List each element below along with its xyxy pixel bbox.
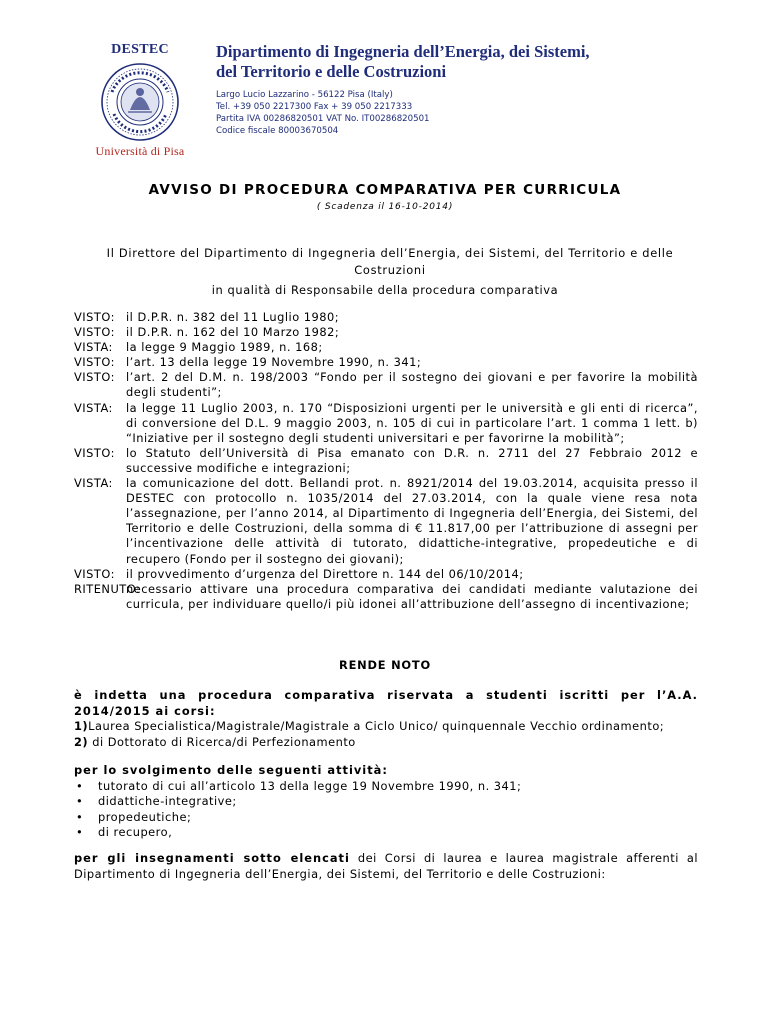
department-title — [216, 42, 736, 82]
procedure-announcement — [74, 688, 698, 750]
course-item-2 — [74, 735, 698, 751]
premise-key: VISTA: — [74, 400, 113, 415]
premise-item — [74, 340, 698, 355]
courses-text: dei Corsi di laurea e laurea magistrale afferenti al Dipartimento di Ingegneria dell’Energia, dei Sistemi, del Territorio e delle Costruzioni: — [74, 851, 698, 881]
activities-list — [74, 779, 698, 841]
vat-number: Partita IVA 00286820501 VAT No. IT00286820501 — [216, 114, 430, 124]
premise-item — [74, 567, 698, 582]
premise-key: VISTO: — [74, 566, 115, 581]
premise-item — [74, 401, 698, 446]
department-title-line1: Dipartimento di Ingegneria dell’Energia, dei Sistemi, — [216, 42, 590, 61]
premise-key: VISTO: — [74, 445, 115, 460]
course-item-1 — [74, 719, 698, 735]
list-item: • tutorato di cui all’articolo 13 della legge 19 Novembre 1990, n. 341; — [74, 779, 698, 795]
university-seal-icon — [100, 62, 180, 142]
courses-paragraph — [74, 851, 698, 882]
premise-text: necessario attivare una procedura comparativa dei candidati mediante valutazione dei curricula, per individuare quello/i più idonei all’attribuzione dell’assegno di incentivazione; — [126, 581, 698, 611]
director-statement — [82, 245, 698, 279]
premise-text: il D.P.R. n. 382 del 11 Luglio 1980; — [126, 310, 340, 324]
quality-statement: in qualità di Responsabile della procedura comparativa — [211, 283, 559, 297]
phone-fax: Tel. +39 050 2217300 Fax + 39 050 2217333 — [216, 102, 413, 112]
list-item: • propedeutiche; — [74, 810, 698, 826]
activities-section — [74, 763, 698, 841]
course-text: di Dottorato di Ricerca/di Perfezionamento — [88, 734, 356, 749]
list-item: • di recupero, — [74, 825, 698, 841]
notice-title: AVVISO DI PROCEDURA COMPARATIVA PER CURRICULA — [148, 182, 622, 198]
premise-item — [74, 310, 698, 325]
premise-text: la legge 11 Luglio 2003, n. 170 “Disposizioni urgenti per le università e gli enti di ricerca”, di conversione del D.L. 9 maggio 2003, n. 105 di cui in particolare l’art. 1 comma 1 lett. b) “Iniziative per il sostegno degli studenti universitari e per favorirne la mobilità”; — [126, 400, 698, 445]
premise-key: VISTO: — [74, 370, 115, 385]
premise-text: l’art. 13 della legge 19 Novembre 1990, n. 341; — [126, 355, 422, 370]
activities-heading: per lo svolgimento delle seguenti attività: — [74, 763, 388, 777]
university-logo — [80, 42, 200, 159]
premise-item — [74, 582, 698, 612]
director-line2: Costruzioni — [354, 263, 426, 277]
premise-key: VISTO: — [74, 355, 115, 370]
premise-item — [74, 446, 698, 476]
premise-key: VISTA: — [74, 340, 113, 355]
premise-text: lo Statuto dell’Università di Pisa emanato con D.R. n. 2711 del 27 Febbraio 2012 e successive modifiche e integrazioni; — [126, 445, 698, 475]
announcement-line1: è indetta una procedura comparativa riservata a studenti iscritti per l’A.A. — [74, 688, 698, 702]
director-line1: Il Direttore del Dipartimento di Ingegneria dell’Energia, dei Sistemi, del Territorio e delle — [106, 246, 674, 260]
premise-text: l’art. 2 del D.M. n. 198/2003 “Fondo per il sostegno dei giovani e per favorire la mobilità degli studenti”; — [126, 370, 698, 400]
premise-key: VISTO: — [74, 325, 115, 340]
premise-text: il D.P.R. n. 162 del 10 Marzo 1982; — [126, 325, 340, 340]
department-contacts — [216, 89, 736, 137]
fiscal-code: Codice fiscale 80003670504 — [216, 126, 339, 136]
rende-noto-heading: RENDE NOTO — [339, 658, 431, 672]
deadline: ( Scadenza il 16-10-2014) — [316, 202, 454, 212]
premise-key: VISTA: — [74, 476, 113, 491]
department-header — [216, 42, 736, 137]
course-text: Laurea Specialistica/Magistrale/Magistrale a Ciclo Unico/ quinquennale Vecchio ordinamento; — [88, 719, 665, 733]
premise-text: la legge 9 Maggio 1989, n. 168; — [126, 340, 323, 355]
logo-destec-text: DESTEC — [111, 42, 169, 57]
premise-key: VISTO: — [74, 310, 115, 324]
announcement-line2: 2014/2015 ai corsi: — [74, 703, 216, 718]
premise-text: la comunicazione del dott. Bellandi prot. n. 8921/2014 del 19.03.2014, acquisita presso il DESTEC con protocollo n. 1035/2014 del 27.03.2014, con la quale viene resa nota l’assegnazione, per l’anno 2014, al Dipartimento di Ingegneria dell’Energia, dei Sistemi, del Territorio e delle Costruzioni, della somma di € 11.817,00 per l’attribuzione di assegni per l’incentivazione delle attività di tutorato, didattiche-integrative, propedeutiche e di recupero (Fondo per il sostegno dei giovani); — [126, 476, 698, 566]
premise-item — [74, 355, 698, 370]
address: Largo Lucio Lazzarino - 56122 Pisa (Italy) — [216, 90, 393, 100]
list-item: • didattiche-integrative; — [74, 794, 698, 810]
department-title-line2: del Territorio e delle Costruzioni — [216, 62, 447, 81]
premise-item — [74, 476, 698, 567]
logo-university-text: Università di Pisa — [95, 144, 185, 158]
courses-lead: per gli insegnamenti sotto elencati — [74, 851, 350, 865]
legal-premises-list — [74, 310, 698, 612]
premise-text: il provvedimento d’urgenza del Direttore n. 144 del 06/10/2014; — [126, 566, 524, 581]
premise-key: RITENUTO: — [74, 581, 141, 596]
premise-item — [74, 325, 698, 340]
course-number: 2) — [74, 734, 89, 749]
premise-item — [74, 370, 698, 400]
course-number: 1) — [74, 719, 89, 733]
